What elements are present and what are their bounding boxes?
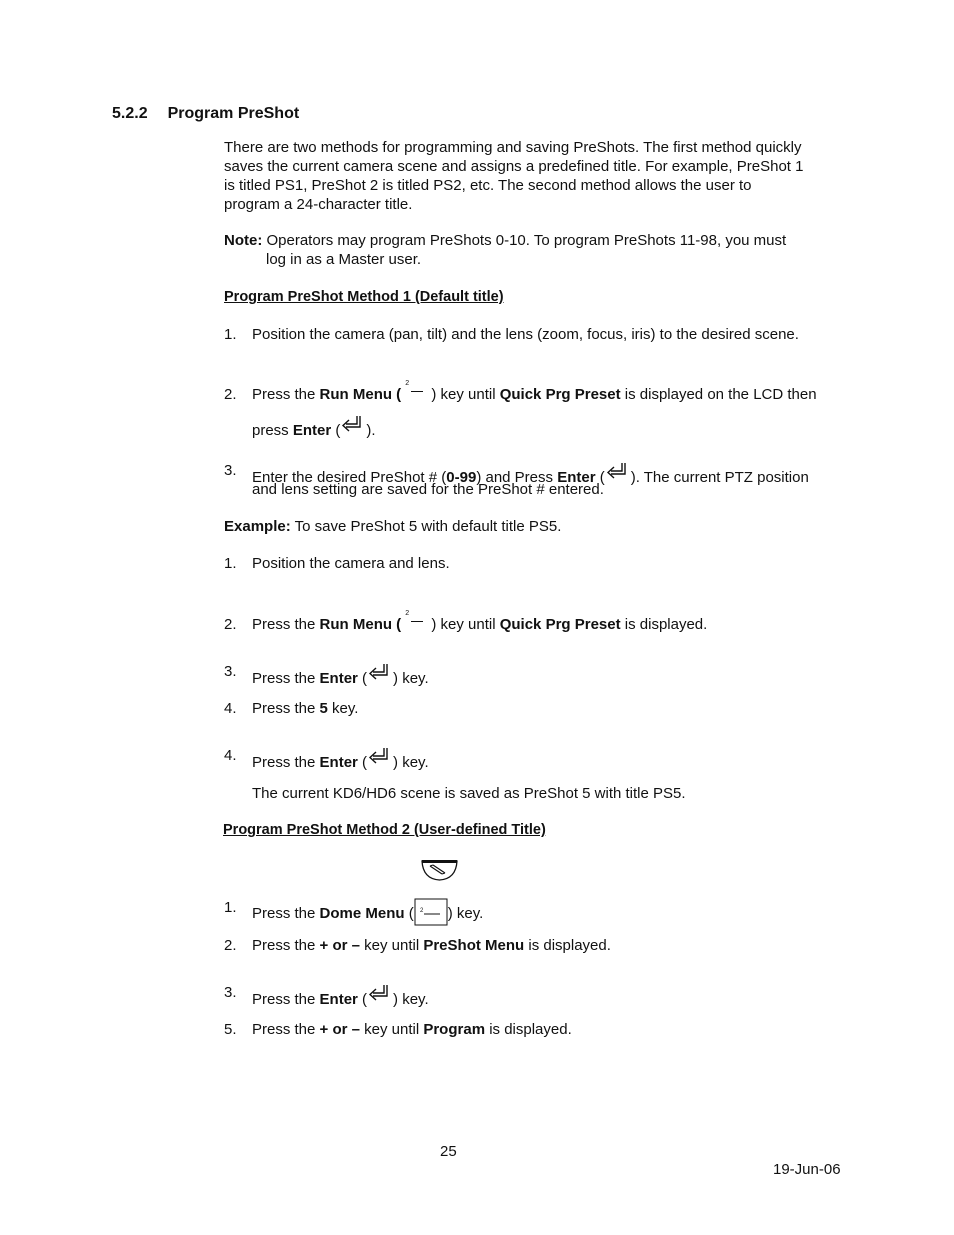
- step-text: Press the Run Menu ( 2 ) key until Quick Prg Preset is displayed on the LCD then: [252, 380, 817, 403]
- enter-key-icon: [605, 461, 631, 485]
- step-text: Press the Enter ( ) key.: [252, 662, 429, 688]
- note-label: Note:: [224, 232, 263, 249]
- example: [224, 517, 561, 536]
- step-text: Press the + or – key until PreShot Menu is displayed.: [252, 937, 611, 954]
- step-text: Press the Dome Menu ( 2 ) key.: [252, 898, 483, 926]
- step-text: Press the Run Menu ( 2 ) key until Quick Prg Preset is displayed.: [252, 610, 708, 633]
- run-menu-key-icon: 2: [401, 615, 427, 629]
- step-number: 4.: [224, 700, 237, 717]
- note-text: Operators may program PreShots 0-10. To program PreShots 11-98, you must: [262, 232, 787, 249]
- example-result: The current KD6/HD6 scene is saved as PreShot 5 with title PS5.: [252, 785, 686, 802]
- enter-key-icon: [367, 983, 393, 1007]
- enter-key-icon: [340, 414, 366, 438]
- method1-heading: Program PreShot Method 1 (Default title): [224, 289, 504, 305]
- section-heading: [112, 104, 299, 123]
- step-number: 3.: [224, 663, 237, 680]
- step-number: 1.: [224, 326, 237, 343]
- note-text: log in as a Master user.: [266, 251, 422, 268]
- svg-text:2: 2: [419, 908, 424, 914]
- run-menu-key-icon: 2: [401, 385, 427, 399]
- footer-date: 19-Jun-06: [773, 1161, 841, 1178]
- intro-line: There are two methods for programming and saving PreShots. The first method quickly: [224, 139, 802, 156]
- step-number: 2.: [224, 616, 237, 633]
- step-number: 2.: [224, 937, 237, 954]
- section-number: 5.2.2: [112, 105, 148, 122]
- intro-line: saves the current camera scene and assigns a predefined title. For example, PreShot 1: [224, 158, 804, 175]
- step-number: 2.: [224, 386, 237, 403]
- example-label: Example:: [224, 518, 291, 535]
- intro-paragraph: [224, 138, 803, 214]
- dome-menu-key-icon: [420, 857, 460, 883]
- step-number: 3.: [224, 984, 237, 1001]
- step-text: Press the Enter ( ) key.: [252, 983, 429, 1009]
- enter-key-icon: [367, 746, 393, 770]
- step-text: Press the + or – key until Program is displayed.: [252, 1021, 572, 1038]
- step-text: Press the Enter ( ) key.: [252, 746, 429, 772]
- step-number: 4.: [224, 747, 237, 764]
- step-number: 3.: [224, 462, 237, 479]
- enter-key-icon: [367, 662, 393, 686]
- step-number: 1.: [224, 555, 237, 572]
- step-text: Position the camera and lens.: [252, 555, 450, 572]
- step-text: and lens setting are saved for the PreShot # entered.: [252, 481, 604, 498]
- section-title: Program PreShot: [167, 105, 300, 122]
- step-number: 5.: [224, 1021, 237, 1038]
- step-text: Position the camera (pan, tilt) and the lens (zoom, focus, iris) to the desired scene.: [252, 326, 799, 343]
- step-text: press Enter ( ).: [252, 414, 376, 440]
- method2-heading: Program PreShot Method 2 (User-defined Title): [223, 822, 546, 838]
- step-number: 1.: [224, 899, 237, 916]
- step-text: Enter the desired PreShot # (0-99) and Press Enter ( ). The current PTZ position: [252, 461, 809, 487]
- intro-line: program a 24-character title.: [224, 196, 413, 213]
- step-text: Press the 5 key.: [252, 700, 359, 717]
- dome-menu-key-box-icon: [414, 898, 448, 926]
- note: [224, 231, 786, 269]
- page-number: 25: [440, 1143, 457, 1160]
- example-text: To save PreShot 5 with default title PS5.: [290, 518, 562, 535]
- intro-line: is titled PS1, PreShot 2 is titled PS2, etc. The second method allows the user to: [224, 177, 752, 194]
